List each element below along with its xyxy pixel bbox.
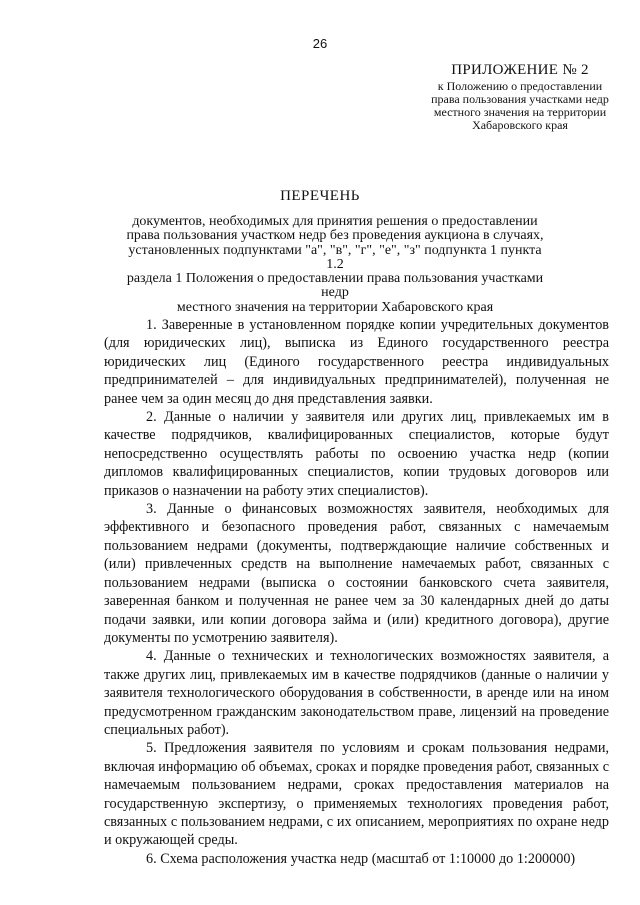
document-body — [104, 316, 609, 868]
list-item: 3. Данные о финансовых возможностях заявителя, необходимых для эффективного и безопасного проведения работ, связанных с намечаемым пользованием недрами (документы, подтверждающие наличие собственных и (или) привлеченных средств на выполнение намечаемых работ, связанных с пользованием недрами (выписка о состоянии банковского счета заявителя, заверенная банком и полученная не ранее чем за 30 календарных дней до даты подачи заявки, или копии договора займа и (или) кредитного договора), другие документы по усмотрению заявителя). — [104, 501, 609, 646]
list-item: 1. Заверенные в установленном порядке копии учредительных документов (для юридических лиц), выписка из Единого государственного реестра юридических лиц (Единого государственного реестра индивидуальных предпринимателей – для индивидуальных предпринимателей), полученная не ранее чем за один месяц до дня представления заявки. — [104, 317, 609, 407]
list-item: 2. Данные о наличии у заявителя или других лиц, привлекаемых им в качестве подрядчиков, квалифицированных специалистов, которые будут непосредственно осуществлять работы по освоению участка недр (копии дипломов квалифицированных специалистов, копии трудовых договоров или приказов о назначении на работу этих специалистов). — [104, 409, 609, 499]
appendix-block — [402, 62, 638, 132]
document-title: ПЕРЕЧЕНЬ — [280, 188, 360, 204]
appendix-title: ПРИЛОЖЕНИЕ № 2 — [451, 62, 589, 78]
page-number: 26 — [312, 36, 328, 51]
list-item: 6. Схема расположения участка недр (масштаб от 1:10000 до 1:200000) — [146, 850, 576, 867]
list-item: 4. Данные о технических и технологических возможностях заявителя, а также других лиц, привлекаемых им в качестве подрядчиков (данные о наличии у заявителя технологического оборудования в собственности, в аренде или на ином предусмотренном гражданским законодательством праве, лицензий на проведение специальных работ). — [104, 648, 609, 738]
appendix-subtitle: к Положению о предоставлении права пользования участками недр местного значения на территории Хабаровского края — [431, 79, 609, 132]
document-subtitle: документов, необходимых для принятия решения о предоставлении права пользования участком недр без проведения аукциона в случаях, установленных подпунктами "а", "в", "г", "е", "з" подпункта 1 пункта 1.2 раздела 1 Положения о предоставлении права пользования участками недр местного значения на территории Хабаровского края — [126, 214, 544, 315]
list-item: 5. Предложения заявителя по условиям и срокам пользования недрами, включая информацию об объемах, сроках и порядке проведения работ, связанных с намечаемым пользованием недрами, сроках предоставления материалов на государственную экспертизу, о применяемых технологиях проведения работ, связанных с пользованием недрами, с их описанием, мероприятиях по охране недр и окружающей среды. — [104, 740, 609, 849]
